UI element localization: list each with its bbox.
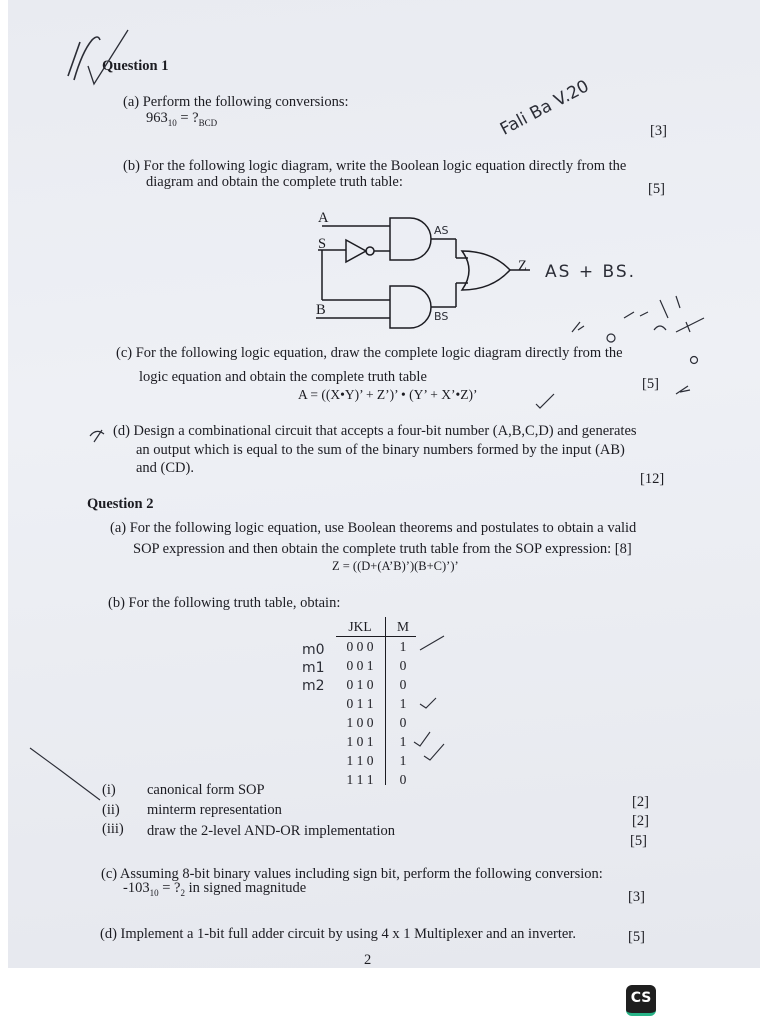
handwritten-minterm-m0: m0 xyxy=(302,642,325,658)
q2b-item-3-marks: [5] xyxy=(630,833,647,849)
page-number: 2 xyxy=(364,952,372,968)
q1c-equation: A = ((X•Y)’ + Z’)’ • (Y’ + X’•Z)’ xyxy=(298,387,478,402)
diagram-label-a: A xyxy=(318,210,329,226)
diagram-label-z: Z xyxy=(518,258,527,274)
q1d-marks: [12] xyxy=(640,471,665,487)
handwritten-gate1-output: AS xyxy=(434,224,449,237)
q1d-line1: (d) Design a combinational circuit that accepts a four-bit number (A,B,C,D) and generates xyxy=(113,423,637,439)
question-1-title: Question 1 xyxy=(102,58,169,74)
q2a-marks: [8] xyxy=(614,541,632,557)
q2a-equation: Z = ((D+(A’B)’)(B+C)’)’ xyxy=(332,559,459,573)
q1a-text: (a) Perform the following conversions: xyxy=(123,94,349,110)
q2c-expression: $-103_{10}$ = $?_2$ in signed magnitude xyxy=(123,880,307,898)
q1d-line2: an output which is equal to the sum of the binary numbers formed by the input (AB) xyxy=(136,442,625,458)
q2b-item-2-number: (ii) xyxy=(102,802,120,818)
handwritten-top-note: Fali Ba V.20 xyxy=(497,76,593,140)
q2b-item-2-text: minterm representation xyxy=(147,802,282,818)
q2c-marks: [3] xyxy=(628,889,645,905)
handwritten-minterm-m2: m2 xyxy=(302,678,325,694)
q2b-text: (b) For the following truth table, obtain: xyxy=(108,595,341,611)
truth-table-header-jkl: JKL xyxy=(348,619,372,634)
q2b-item-3-number: (iii) xyxy=(102,821,124,837)
q1c-line2: logic equation and obtain the complete truth table xyxy=(139,369,427,385)
q1c-marks: [5] xyxy=(642,376,659,392)
handwritten-gate2-output: BS xyxy=(434,310,449,323)
question-2-title: Question 2 xyxy=(87,496,154,512)
q1a-expression: $963_{10}$ = $?_{BCD}$ xyxy=(146,110,218,128)
q2a-line1: (a) For the following logic equation, use Boolean theorems and postulates to obtain a valid xyxy=(110,520,637,536)
truth-table: JKL M 0 0 0 1 0 0 1 0 0 1 0 0 0 1 1 1 1 0 0 0 1 0 1 1 1 1 0 1 1 1 1 0 xyxy=(334,617,424,787)
diagram-label-b: B xyxy=(316,302,326,318)
q1b-marks: [5] xyxy=(648,181,665,197)
q1c-line1: (c) For the following logic equation, draw the complete logic diagram directly from the xyxy=(116,345,623,361)
truth-table-header-m: M xyxy=(396,619,409,634)
camscanner-logo: CS xyxy=(626,985,656,1016)
q2a-line2: SOP expression and then obtain the complete truth table from the SOP expression: [8] xyxy=(133,541,632,557)
diagram-label-s: S xyxy=(318,236,327,252)
q1a-marks: [3] xyxy=(650,123,667,139)
q2c-line1: (c) Assuming 8-bit binary values including sign bit, perform the following conversion: xyxy=(101,866,603,882)
q2b-item-2-marks: [2] xyxy=(632,813,649,829)
q2b-item-3-text: draw the 2-level AND-OR implementation xyxy=(147,823,396,839)
q1b-line2: diagram and obtain the complete truth table: xyxy=(146,174,403,190)
q2b-item-1-number: (i) xyxy=(102,782,116,798)
handwritten-minterm-m1: m1 xyxy=(302,660,325,676)
q1b-line1: (b) For the following logic diagram, write the Boolean logic equation directly from the xyxy=(123,158,627,174)
q2b-item-1-text: canonical form SOP xyxy=(147,782,265,798)
q2b-item-1-marks: [2] xyxy=(632,794,649,810)
q2d-text: (d) Implement a 1-bit full adder circuit by using 4 x 1 Multiplexer and an inverter. xyxy=(100,926,576,942)
q1d-line3: and (CD). xyxy=(136,460,194,476)
q2d-marks: [5] xyxy=(628,929,645,945)
handwritten-z-expression: AS + BS. xyxy=(545,262,637,282)
